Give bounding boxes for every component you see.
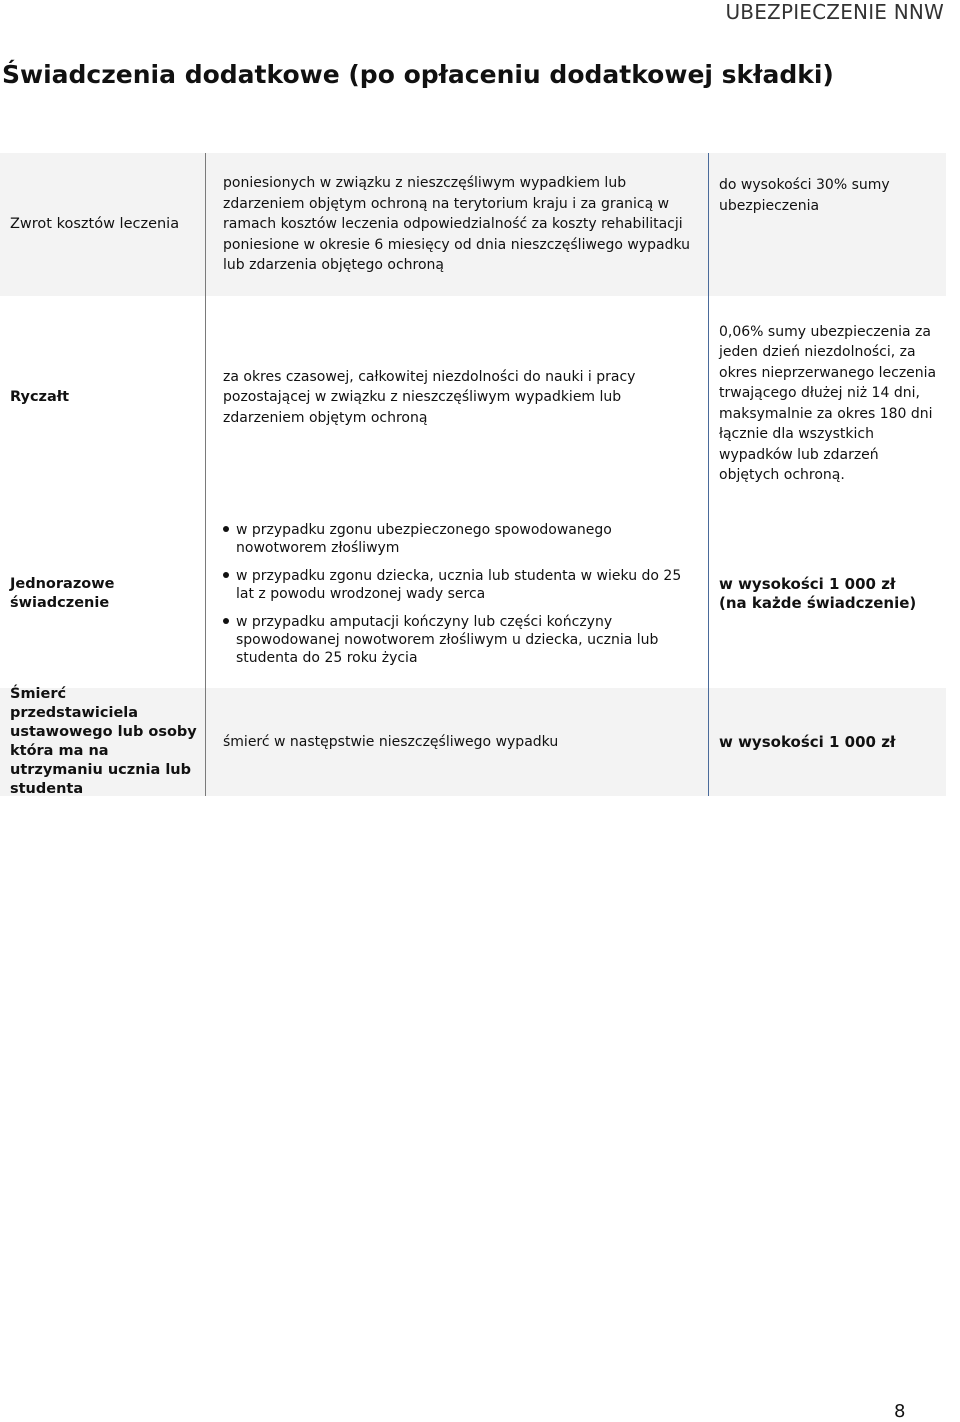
benefit-amount bbox=[709, 499, 946, 688]
table-row bbox=[0, 153, 946, 296]
benefit-amount bbox=[709, 153, 946, 296]
benefit-conditions-list bbox=[223, 521, 698, 667]
benefits-table bbox=[0, 153, 946, 796]
list-item bbox=[223, 567, 698, 603]
list-item-text: w przypadku amputacji kończyny lub części kończyny spowodowanej nowotworem złośliwym u dziecka, ucznia lub studenta do 25 roku życia bbox=[236, 613, 659, 666]
benefit-description bbox=[206, 499, 709, 688]
benefit-amount-text: 0,06% sumy ubezpieczenia za jeden dzień niezdolności, za okres nieprzerwanego leczenia trwającego dłużej niż 14 dni, maksymalnie za okres 180 dni łącznie dla wszystkich wypadków lub zdarzeń objętych ochroną. bbox=[719, 323, 937, 483]
benefit-amount bbox=[709, 688, 946, 796]
benefit-name-text: Jednorazowe świadczenie bbox=[10, 575, 115, 611]
bullet-icon bbox=[223, 526, 229, 532]
benefit-name bbox=[0, 153, 206, 296]
document-header-label: UBEZPIECZENIE NNW bbox=[725, 0, 944, 24]
table-row bbox=[0, 296, 946, 499]
page-number: 8 bbox=[894, 1401, 906, 1422]
benefit-description-text: poniesionych w związku z nieszczęśliwym wypadkiem lub zdarzeniem objętym ochroną na terytorium kraju i za granicą w ramach kosztów leczenia odpowiedzialność za koszty rehabilitacji poniesione w okresie 6 miesięcy od dnia nieszczęśliwego wypadku lub zdarzenia objętego ochroną bbox=[223, 175, 691, 274]
benefit-description bbox=[206, 296, 709, 499]
benefit-description bbox=[206, 688, 709, 796]
list-item-text: w przypadku zgonu dziecka, ucznia lub studenta w wieku do 25 lat z powodu wrodzonej wady serca bbox=[236, 567, 682, 602]
list-item-text: w przypadku zgonu ubezpieczonego spowodowanego nowotworem złośliwym bbox=[236, 521, 612, 556]
benefit-amount-text: do wysokości 30% sumy ubezpieczenia bbox=[719, 177, 890, 214]
benefit-amount-text: w wysokości 1 000 zł bbox=[719, 574, 896, 593]
bullet-icon bbox=[223, 618, 229, 624]
benefit-name-text: Zwrot kosztów leczenia bbox=[10, 216, 180, 232]
benefit-description-text: śmierć w następstwie nieszczęśliwego wypadku bbox=[223, 733, 559, 750]
table-row bbox=[0, 499, 946, 688]
benefit-amount bbox=[709, 296, 946, 499]
benefit-amount-note: (na każde świadczenie) bbox=[719, 593, 917, 612]
list-item bbox=[223, 521, 698, 557]
benefit-name-text: Śmierć przedstawiciela ustawowego lub osoby która ma na utrzymaniu ucznia lub studenta bbox=[10, 686, 197, 797]
page-title: Świadczenia dodatkowe (po opłaceniu dodatkowej składki) bbox=[2, 60, 834, 89]
benefit-name bbox=[0, 688, 206, 796]
benefit-name bbox=[0, 296, 206, 499]
benefit-name-text: Ryczałt bbox=[10, 389, 70, 405]
benefit-description-text: za okres czasowej, całkowitej niezdolności do nauki i pracy pozostającej w związku z nieszczęśliwym wypadkiem lub zdarzeniem objętym ochroną bbox=[223, 368, 636, 426]
list-item bbox=[223, 613, 698, 667]
benefit-amount-text: w wysokości 1 000 zł bbox=[719, 732, 896, 751]
bullet-icon bbox=[223, 572, 229, 578]
benefit-description bbox=[206, 153, 709, 296]
benefit-name bbox=[0, 499, 206, 688]
table-row bbox=[0, 688, 946, 796]
